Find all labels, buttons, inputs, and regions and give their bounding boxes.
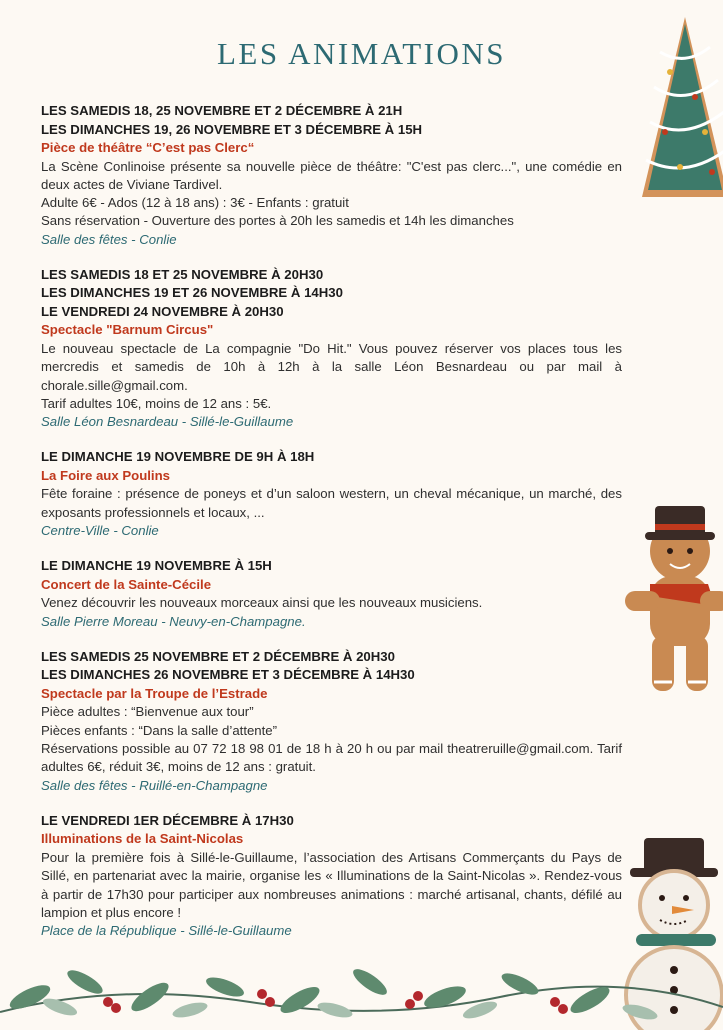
event-title: Spectacle par la Troupe de l’Estrade [41,685,268,701]
event-title: Illuminations de la Saint-Nicolas [41,831,244,847]
event-place: Salle Léon Besnardeau - Sillé-le-Guillaume [41,414,294,430]
event-item [41,448,622,540]
event-item [41,102,622,249]
event-date: LES DIMANCHES 19, 26 NOVEMBRE ET 3 DÉCEMBRE À 15H [41,121,423,137]
page-title: LES ANIMATIONS [216,36,507,71]
event-title: Concert de la Sainte-Cécile [41,576,212,592]
event-place: Salle des fêtes - Ruillé-en-Champagne [41,777,268,793]
event-date: LE VENDREDI 24 NOVEMBRE À 20H30 [41,303,284,319]
event-title: La Foire aux Poulins [41,467,170,483]
event-item [41,648,622,795]
event-date: LES DIMANCHES 26 NOVEMBRE ET 3 DÉCEMBRE À 14H30 [41,667,415,683]
event-date: LE DIMANCHE 19 NOVEMBRE DE 9H À 18H [41,449,315,465]
event-description: Pour la première fois à Sillé-le-Guillaume, l’association des Artisans Commerçants du Pays de Sillé, en partenariat avec la mairie, organise les « Illuminations de la Saint-Nicolas ». Rendez-vous à partir de 17h30 pour participer aux nombreuses animations : marché artisanal, chants, défilé au lampion et plus encore ! [41,849,622,920]
event-title: Pièce de théâtre “C’est pas Clerc“ [41,140,255,155]
event-date: LES SAMEDIS 18, 25 NOVEMBRE ET 2 DÉCEMBRE À 21H [41,103,403,118]
event-place: Salle Pierre Moreau - Neuvy-en-Champagne. [41,613,306,629]
event-date: LE VENDREDI 1ER DÉCEMBRE À 17H30 [41,812,294,828]
event-date: LES SAMEDIS 18 ET 25 NOVEMBRE À 20H30 [41,266,324,282]
gingerbread-tree-icon [640,12,723,202]
event-place: Place de la République - Sillé-le-Guillaume [41,923,292,939]
event-date: LES DIMANCHES 19 ET 26 NOVEMBRE À 14H30 [41,285,343,301]
event-description: La Scène Conlinoise présente sa nouvelle pièce de théâtre: "C'est pas clerc...", une comédie en deux actes de Viviane Tardivel. [41,158,622,192]
event-description: Pièce adultes : “Bienvenue aux tour” [41,704,254,720]
event-description: Pièces enfants : “Dans la salle d’attente” [41,722,278,738]
event-description: Le nouveau spectacle de La compagnie "Do Hit." Vous pouvez réserver vos places tous les mercredis et samedis de 10h à 12h à la salle Léon Besnardeau ou par mail à chorale.sille@gmail.com. [41,340,622,393]
event-description: Fête foraine : présence de poneys et d’un saloon western, un cheval mécanique, un marché, des exposants professionnels et locaux, ... [41,486,622,520]
events-list [41,102,622,957]
event-title: Spectacle "Barnum Circus" [41,322,214,338]
event-date: LES SAMEDIS 25 NOVEMBRE ET 2 DÉCEMBRE À 20H30 [41,648,395,664]
event-date: LE DIMANCHE 19 NOVEMBRE À 15H [41,558,272,574]
event-price: Tarif adultes 10€, moins de 12 ans : 5€. [41,395,272,411]
event-place: Salle des fêtes - Conlie [41,231,177,247]
event-info: Sans réservation - Ouverture des portes à 20h les samedis et 14h les dimanches [41,213,514,229]
event-description: Venez découvrir les nouveaux morceaux ainsi que les nouveaux musiciens. [41,595,483,611]
event-item [41,812,622,940]
event-item [41,557,622,631]
gingerbread-man-icon [620,496,723,701]
holly-garland-icon [0,952,723,1024]
event-price: Adulte 6€ - Ados (12 à 18 ans) : 3€ - Enfants : gratuit [41,195,349,211]
event-info: Réservations possible au 07 72 18 98 01 de 18 h à 20 h ou par mail theatreruille@gmail.com. Tarif adultes 6€, réduit 3€, moins de 12 ans : gratuit. [41,741,622,775]
event-item [41,266,622,431]
event-place: Centre-Ville - Conlie [41,523,159,539]
